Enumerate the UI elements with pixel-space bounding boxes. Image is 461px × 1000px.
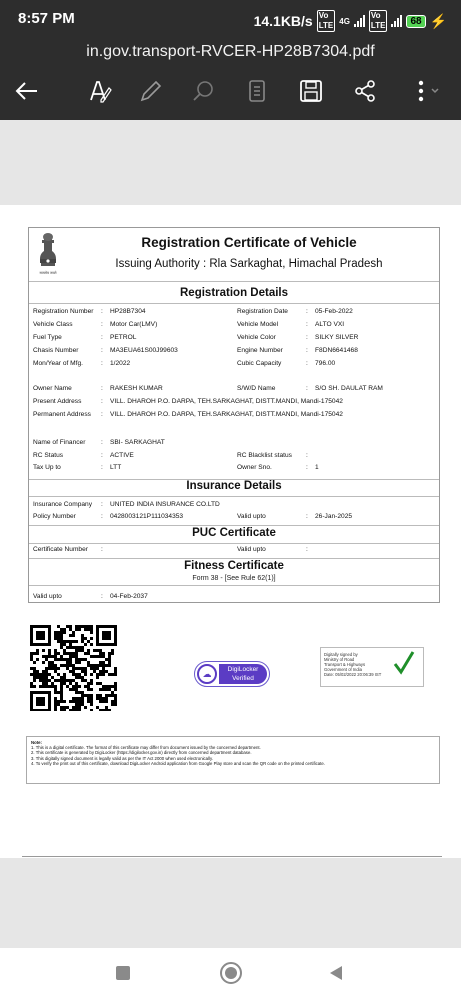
field-label: Valid upto: [237, 513, 266, 520]
signature-line: Ministry of Road: [324, 657, 355, 662]
field-label: Valid upto: [33, 593, 62, 600]
field-row: [29, 347, 439, 357]
field-separator: :: [101, 501, 103, 508]
divider: [29, 496, 439, 497]
field-row: [29, 308, 439, 318]
field-label: Present Address: [33, 398, 82, 405]
divider: [29, 558, 439, 559]
field-value: S/O SH. DAULAT RAM: [315, 385, 383, 392]
field-label: Name of Financer: [33, 439, 86, 446]
field-row: [29, 452, 439, 462]
field-separator: :: [101, 398, 103, 405]
divider: [29, 543, 439, 544]
field-row: [29, 593, 439, 603]
digilocker-icon: ☁: [197, 664, 217, 684]
signature-line: Government of India: [324, 667, 362, 672]
save-icon[interactable]: [298, 78, 324, 104]
note-item: 1. This is a digital certificate. The format of this certificate may differ from document issued by the concerned department.: [31, 745, 261, 751]
field-separator: :: [101, 411, 103, 418]
field-value: 26-Jan-2025: [315, 513, 353, 520]
field-label: Policy Number: [33, 513, 76, 520]
field-value: RAKESH KUMAR: [110, 385, 163, 392]
field-value: 0428003121P111034353: [110, 513, 184, 520]
field-row: [29, 360, 439, 370]
search-icon[interactable]: [190, 78, 216, 104]
fitness-form-reference: Form 38 - [See Rule 62(1)]: [192, 575, 276, 582]
field-separator: :: [306, 321, 308, 328]
field-value: ACTIVE: [110, 451, 134, 459]
field-separator: :: [101, 321, 103, 328]
back-button[interactable]: [328, 965, 344, 986]
field-label: Registration Date: [237, 308, 288, 315]
field-label: Owner Name: [33, 385, 72, 392]
certificate-title: Registration Certificate of Vehicle: [141, 235, 357, 250]
field-separator: :: [306, 360, 308, 367]
viewer-margin-top: [0, 120, 461, 205]
home-button[interactable]: [220, 962, 242, 984]
divider: [29, 525, 439, 526]
page-view-icon[interactable]: [246, 78, 268, 104]
field-row: [29, 513, 439, 523]
text-edit-icon[interactable]: [86, 78, 114, 104]
recents-button[interactable]: [116, 966, 130, 980]
badge-line-2: Verified: [232, 675, 254, 682]
certificate-header: [29, 228, 439, 282]
field-value: PETROL: [110, 334, 137, 341]
field-label: Fuel Type: [33, 334, 62, 341]
field-label: Certificate Number: [33, 546, 88, 553]
more-options-icon[interactable]: [412, 78, 442, 104]
field-row: [29, 501, 439, 511]
field-label: Vehicle Class: [33, 321, 73, 328]
field-value: LTT: [110, 464, 122, 471]
clock: 8:57 PM: [18, 10, 75, 27]
field-value: F8DN6641468: [315, 347, 358, 354]
pdf-toolbar: [0, 38, 461, 120]
field-row: [29, 411, 439, 421]
field-value: HP28B7304: [110, 308, 146, 315]
signal-icon-2: [391, 15, 402, 27]
field-row: [29, 321, 439, 331]
status-bar: [0, 0, 461, 38]
field-label: Owner Sno.: [237, 464, 272, 471]
back-triangle-icon: [328, 965, 344, 981]
digilocker-verified-badge: [194, 661, 270, 687]
field-label: Vehicle Color: [237, 334, 276, 341]
verified-tick-icon: [393, 650, 415, 676]
field-value: 1: [315, 464, 319, 471]
field-row: [29, 546, 439, 556]
field-label: RC Blacklist status: [237, 451, 292, 459]
field-label: Tax Up to: [33, 464, 61, 471]
field-separator: :: [306, 513, 308, 520]
signature-line: Date: 05/02/2022 20:06:39 IST: [324, 672, 382, 677]
field-row: [29, 439, 439, 449]
field-separator: :: [101, 360, 103, 367]
field-value: 05-Feb-2022: [315, 308, 353, 315]
qr-code: [30, 625, 120, 711]
file-name: in.gov.transport-RVCER-HP28B7304.pdf: [86, 43, 375, 60]
field-separator: :: [306, 334, 308, 341]
field-label: Chasis Number: [33, 347, 79, 354]
puc-certificate-heading: PUC Certificate: [192, 527, 276, 539]
volte-icon-2: Vo LTE: [370, 11, 386, 30]
pencil-icon[interactable]: [138, 78, 164, 104]
charging-icon: ⚡: [429, 12, 447, 29]
field-separator: :: [101, 308, 103, 315]
fitness-certificate-heading: Fitness Certificate: [184, 560, 284, 572]
note-item: 2. This certificate is generated by DigiLocker (https://digilocker.gov.in) directly from concerned department database.: [31, 750, 252, 756]
field-label: Vehicle Model: [237, 321, 279, 328]
field-separator: :: [101, 385, 103, 392]
signature-line: Digitally signed by: [324, 652, 358, 657]
field-row: [29, 334, 439, 344]
field-separator: :: [101, 464, 103, 471]
field-value: MA3EUA61S00J99603: [110, 347, 178, 354]
certificate-frame: [28, 227, 440, 603]
insurance-details-heading: Insurance Details: [186, 480, 282, 492]
field-value: VILL. DHAROH P.O. DARPA, TEH.SARKAGHAT, DISTT.MANDI, Mandi-175042: [110, 411, 343, 418]
network-type: 4G: [339, 16, 350, 26]
field-separator: :: [101, 546, 103, 553]
notes-title: Note:: [31, 740, 42, 745]
field-value: UNITED INDIA INSURANCE CO.LTD: [110, 501, 220, 508]
battery-icon: 68: [406, 15, 425, 28]
field-separator: :: [306, 464, 308, 471]
pdf-page[interactable]: [0, 205, 461, 858]
viewer-margin-bottom: [0, 858, 461, 948]
field-value: 796.00: [315, 360, 336, 367]
field-separator: :: [101, 439, 103, 446]
network-speed: 14.1KB/s: [253, 13, 313, 29]
field-separator: :: [101, 451, 103, 459]
divider: [29, 585, 439, 586]
page-bottom-rule: [22, 856, 442, 857]
field-separator: :: [101, 347, 103, 354]
field-label: Mon/Year of Mfg.: [33, 360, 83, 367]
registration-details-heading: Registration Details: [180, 287, 288, 299]
field-label: RC Status: [33, 451, 64, 459]
field-separator: :: [101, 334, 103, 341]
field-value: 1/2022: [110, 360, 131, 367]
note-item: 3. This digitally signed document is legally valid as per the IT Act 2000 when used electronically.: [31, 755, 214, 761]
field-label: Valid upto: [237, 546, 266, 553]
field-separator: :: [306, 546, 308, 553]
field-label: Cubic Capacity: [237, 360, 282, 367]
field-separator: :: [306, 308, 308, 315]
field-label: Insurance Company: [33, 501, 93, 508]
note-item: 4. To verify the print out of this certificate, download DigiLocker Android application from Google Play store and scan the QR code on the printed certificate.: [31, 760, 325, 766]
share-icon[interactable]: [352, 78, 378, 104]
field-value: ALTO VXI: [315, 321, 345, 328]
back-arrow-icon[interactable]: [14, 78, 40, 104]
field-value: SBI- SARKAGHAT: [110, 439, 165, 446]
field-value: SILKY SILVER: [315, 334, 359, 341]
field-separator: :: [306, 385, 308, 392]
field-separator: :: [101, 513, 103, 520]
field-value: VILL. DHAROH P.O. DARPA, TEH.SARKAGHAT, DISTT.MANDI, Mandi-175042: [110, 398, 343, 405]
field-row: [29, 385, 439, 395]
field-label: Permanent Address: [33, 411, 91, 418]
field-value: Motor Car(LMV): [110, 321, 158, 328]
signal-icon: [354, 15, 365, 27]
volte-icon: Vo LTE: [318, 11, 334, 30]
field-separator: :: [306, 347, 308, 354]
field-label: Registration Number: [33, 308, 94, 315]
field-separator: :: [101, 593, 103, 600]
divider: [29, 303, 439, 304]
signature-line: Transport & Highways: [324, 662, 366, 667]
digital-signature-box: [320, 647, 424, 687]
field-row: [29, 398, 439, 408]
system-nav-bar: [0, 948, 461, 1000]
field-label: S/W/D Name: [237, 385, 276, 392]
field-label: Engine Number: [237, 347, 283, 354]
emblem-motto: सत्यमेव जयते: [39, 271, 57, 275]
field-separator: :: [306, 451, 308, 459]
home-dot-icon: [225, 967, 237, 979]
issuing-authority: Issuing Authority : Rla Sarkaghat, Himachal Pradesh: [115, 258, 383, 270]
field-row: [29, 464, 439, 474]
status-icons: [254, 10, 447, 32]
badge-line-1: DigiLocker: [227, 666, 259, 673]
field-value: 04-Feb-2037: [110, 593, 148, 600]
notes-box: [26, 736, 440, 784]
